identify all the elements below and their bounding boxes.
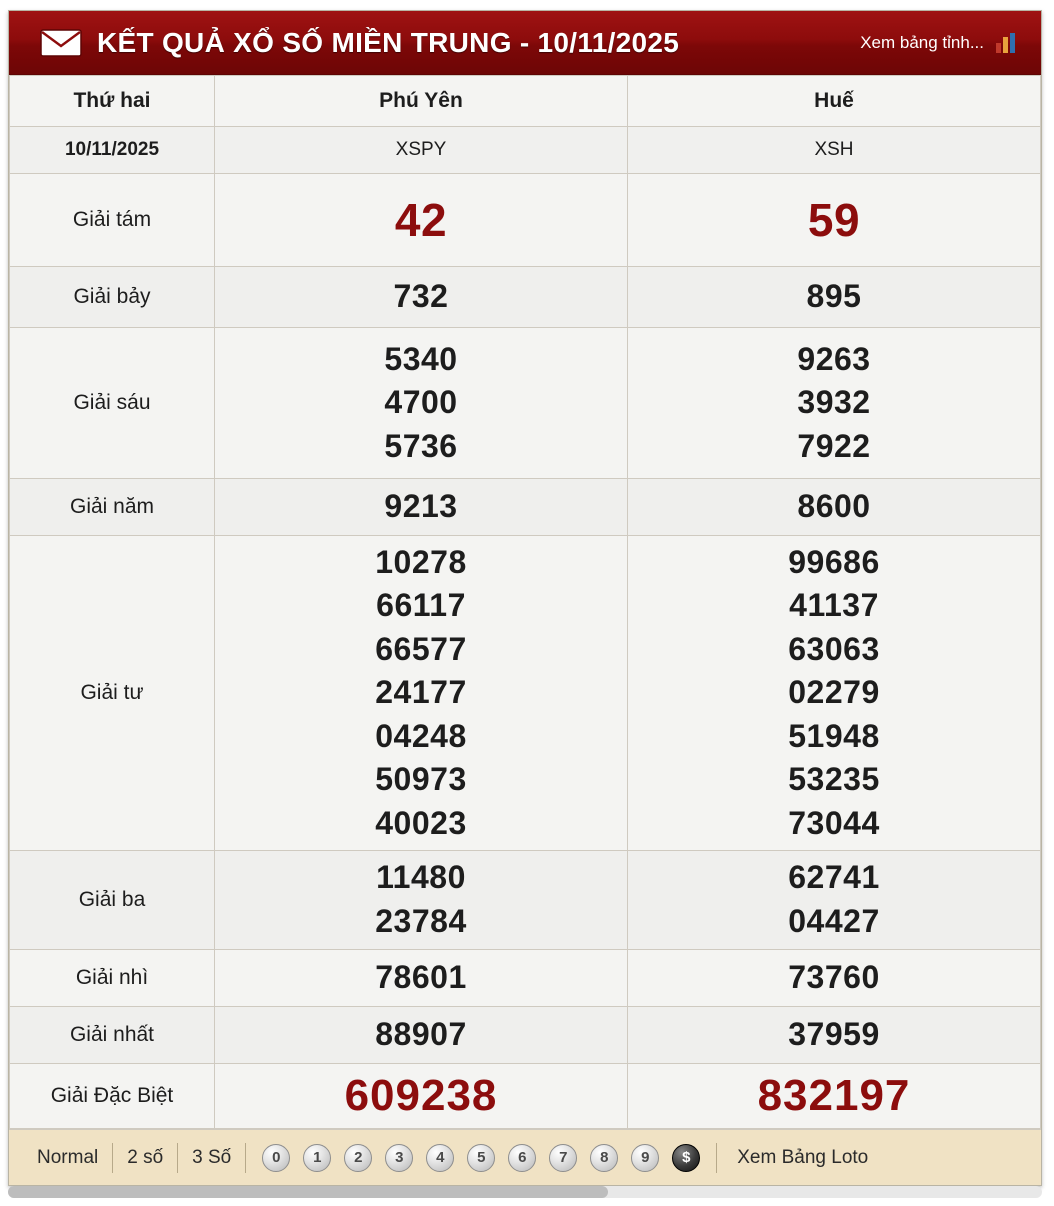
prize-label-6: Giải sáu xyxy=(10,328,215,479)
number: 73044 xyxy=(788,804,880,841)
prize-values-6-py xyxy=(215,328,628,479)
prize-values-7-h: 895 xyxy=(628,267,1041,328)
prize-label-5: Giải năm xyxy=(10,479,215,536)
digit-ball-9[interactable]: 9 xyxy=(631,1144,659,1172)
table-row xyxy=(10,1064,1041,1129)
table-row xyxy=(10,479,1041,536)
prize-label-special: Giải Đặc Biệt xyxy=(10,1064,215,1129)
table-row xyxy=(10,328,1041,479)
table-row xyxy=(10,1007,1041,1064)
prize-values-special-py: 609238 xyxy=(215,1064,628,1129)
header-bar xyxy=(9,11,1041,75)
page-title: KẾT QUẢ XỔ SỐ MIỀN TRUNG - 10/11/2025 xyxy=(97,26,680,58)
table-row xyxy=(10,851,1041,950)
prize-values-1-py: 88907 xyxy=(215,1007,628,1064)
number: 02279 xyxy=(788,674,880,711)
digit-ball-3[interactable]: 3 xyxy=(385,1144,413,1172)
digit-ball-2[interactable]: 2 xyxy=(344,1144,372,1172)
lottery-result-board xyxy=(8,10,1042,1186)
table-header-row xyxy=(10,76,1041,127)
results-table xyxy=(9,75,1041,1129)
prize-values-2-py: 78601 xyxy=(215,950,628,1007)
number: 62741 xyxy=(788,859,880,896)
prize-values-5-py: 9213 xyxy=(215,479,628,536)
prize-values-special-h: 832197 xyxy=(628,1064,1041,1129)
table-row xyxy=(10,267,1041,328)
digit-ball-1[interactable]: 1 xyxy=(303,1144,331,1172)
number: 4700 xyxy=(384,384,458,421)
number: 24177 xyxy=(375,674,467,711)
prize-values-6-h xyxy=(628,328,1041,479)
number: 50973 xyxy=(375,761,467,798)
number: 41137 xyxy=(789,587,879,624)
bar-chart-icon[interactable] xyxy=(996,33,1015,53)
digit-ball-4[interactable]: 4 xyxy=(426,1144,454,1172)
prize-values-2-h: 73760 xyxy=(628,950,1041,1007)
number: 10278 xyxy=(375,543,467,580)
digit-ball-0[interactable]: 0 xyxy=(262,1144,290,1172)
number: 23784 xyxy=(375,903,467,939)
number: 9263 xyxy=(797,340,871,377)
number: 04248 xyxy=(375,717,467,754)
number: 7922 xyxy=(797,427,871,464)
three-digit-button[interactable]: 3 Số xyxy=(192,1146,232,1168)
prize-label-3: Giải ba xyxy=(10,851,215,950)
prize-label-2: Giải nhì xyxy=(10,950,215,1007)
province-code-1: XSH xyxy=(628,127,1041,174)
province-name-1[interactable]: Huế xyxy=(628,76,1041,127)
view-loto-table-button[interactable]: Xem Bảng Loto xyxy=(737,1146,869,1168)
two-digit-button[interactable]: 2 số xyxy=(127,1146,164,1168)
number: 66117 xyxy=(376,587,466,624)
number: 99686 xyxy=(788,543,880,580)
prize-values-1-h: 37959 xyxy=(628,1007,1041,1064)
number: 11480 xyxy=(376,859,466,896)
prize-values-7-py: 732 xyxy=(215,267,628,328)
province-code-0: XSPY xyxy=(215,127,628,174)
horizontal-scrollbar[interactable] xyxy=(8,1186,1042,1198)
number: 5736 xyxy=(384,427,458,464)
digit-ball-8[interactable]: 8 xyxy=(590,1144,618,1172)
prize-values-8-py: 42 xyxy=(215,174,628,267)
prize-values-5-h: 8600 xyxy=(628,479,1041,536)
prize-values-8-h: 59 xyxy=(628,174,1041,267)
number: 63063 xyxy=(788,630,880,667)
view-province-table-link[interactable]: Xem bảng tỉnh... xyxy=(860,32,984,52)
mail-icon xyxy=(39,28,83,58)
number: 40023 xyxy=(375,804,467,841)
footer-toolbar xyxy=(9,1129,1041,1185)
number: 04427 xyxy=(788,903,880,939)
weekday-cell: Thứ hai xyxy=(10,76,215,127)
prize-values-4-py xyxy=(215,536,628,851)
prize-values-4-h xyxy=(628,536,1041,851)
number: 51948 xyxy=(788,717,880,754)
prize-values-3-py xyxy=(215,851,628,950)
digit-ball-7[interactable]: 7 xyxy=(549,1144,577,1172)
header-right-group xyxy=(860,33,1029,53)
table-row xyxy=(10,950,1041,1007)
table-row xyxy=(10,174,1041,267)
number: 66577 xyxy=(375,630,467,667)
footer-divider xyxy=(716,1143,717,1173)
date-cell: 10/11/2025 xyxy=(10,127,215,174)
province-name-0[interactable]: Phú Yên xyxy=(215,76,628,127)
table-row xyxy=(10,536,1041,851)
digit-ball-5[interactable]: 5 xyxy=(467,1144,495,1172)
mode-normal-button[interactable]: Normal xyxy=(37,1146,99,1168)
number: 3932 xyxy=(797,384,871,421)
prize-label-1: Giải nhất xyxy=(10,1007,215,1064)
special-ball-icon[interactable]: $ xyxy=(672,1144,700,1172)
scrollbar-thumb[interactable] xyxy=(8,1186,608,1198)
digit-filter-group xyxy=(246,1144,716,1172)
number: 53235 xyxy=(788,761,880,798)
prize-values-3-h xyxy=(628,851,1041,950)
table-date-row xyxy=(10,127,1041,174)
prize-label-7: Giải bảy xyxy=(10,267,215,328)
digit-ball-6[interactable]: 6 xyxy=(508,1144,536,1172)
prize-label-4: Giải tư xyxy=(10,536,215,851)
number: 5340 xyxy=(384,340,458,377)
prize-label-8: Giải tám xyxy=(10,174,215,267)
